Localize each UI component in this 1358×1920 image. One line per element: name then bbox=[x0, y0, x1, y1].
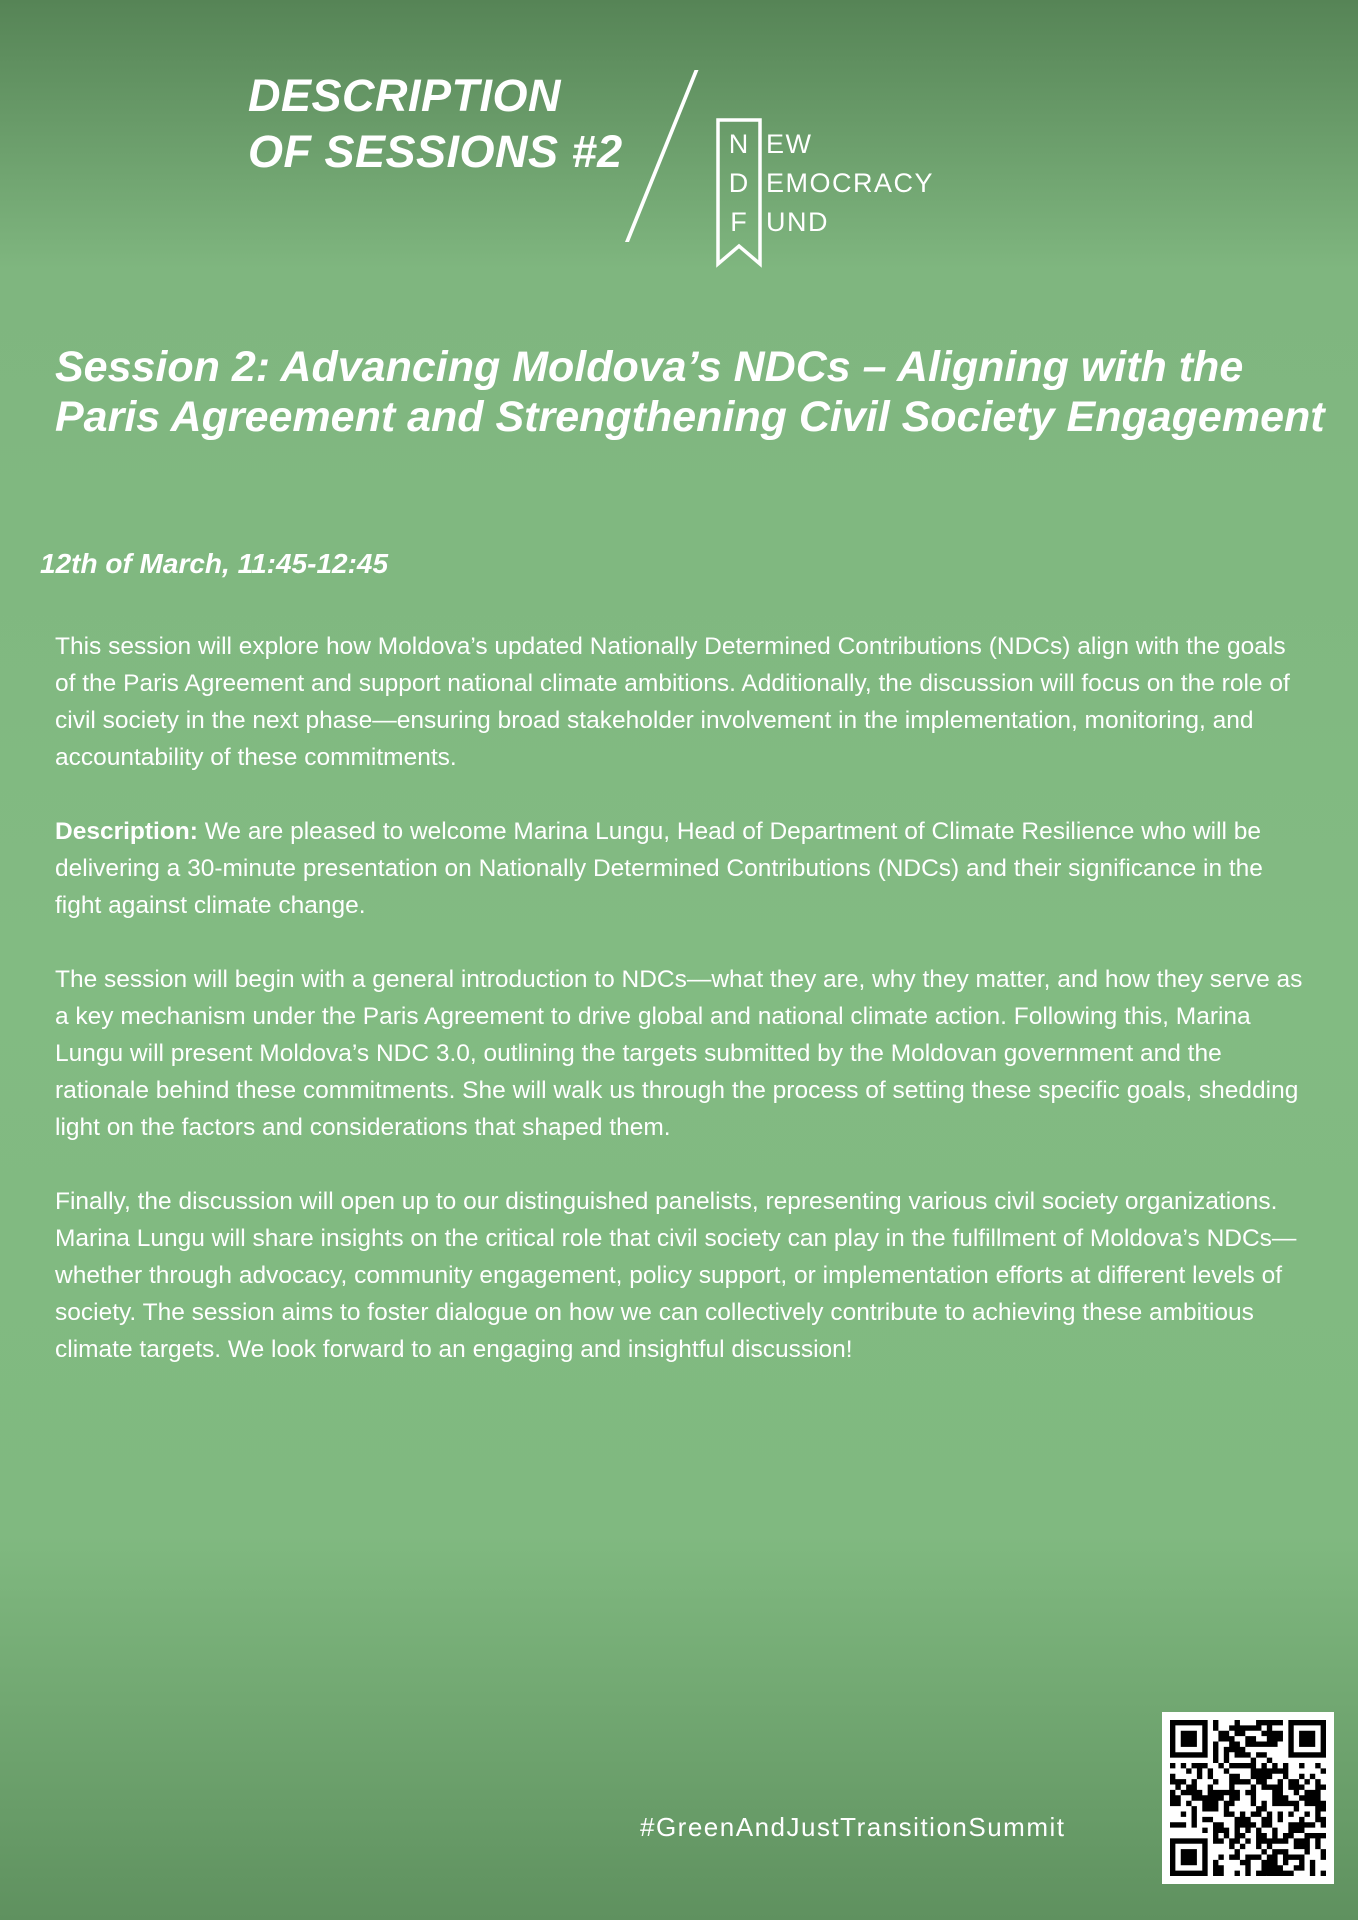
agenda-paragraph: The session will begin with a general introduction to NDCs—what they are, why they matter, and how they serve as a key mechanism under the Paris Agreement to drive global and national climate action. Following this, Marina Lungu will present Moldova’s NDC 3.0, outlining the targets submitted by the Moldovan government and the rationale behind these commitments. She will walk us through the process of setting these specific goals, shedding light on the factors and considerations that shaped them. bbox=[55, 966, 1303, 1141]
intro-paragraph: This session will explore how Moldova’s updated Nationally Determined Contributions (NDCs) align with the goals of the Paris Agreement and support national climate ambitions. Additionally, the discussion will focus on the role of civil society in the next phase—ensuring broad stakeholder involvement in the implementation, monitoring, and accountability of these commitments. bbox=[55, 633, 1290, 771]
session-date: 12th of March, 11:45-12:45 bbox=[40, 548, 389, 579]
ndf-logo bbox=[716, 118, 976, 268]
description-label: Description: bbox=[55, 818, 198, 845]
slash-divider bbox=[625, 70, 698, 242]
session-title: Session 2: Advancing Moldova’s NDCs – Aligning with the Paris Agreement and Strengthening Civil Society Engagement bbox=[55, 343, 1325, 441]
logo-word-und: UND bbox=[766, 207, 829, 237]
logo-word-emocracy: EMOCRACY bbox=[766, 168, 935, 198]
session-body bbox=[55, 628, 1305, 1405]
logo-letter-f: F bbox=[730, 207, 748, 237]
closing-paragraph: Finally, the discussion will open up to our distinguished panelists, representing various civil society organizations. Marina Lungu will share insights on the critical role that civil society can play in the fulfillment of Moldova’s NDCs—whether through advocacy, community engagement, policy support, or implementation efforts at different levels of society. The session aims to foster dialogue on how we can collectively contribute to achieving these ambitious climate targets. We look forward to an engaging and insightful discussion! bbox=[55, 1188, 1297, 1363]
header-title-line2: OF SESSIONS #2 bbox=[248, 126, 623, 177]
logo-letter-n: N bbox=[728, 129, 750, 159]
description-text: We are pleased to welcome Marina Lungu, Head of Department of Climate Resilience who will be delivering a 30-minute presentation on Nationally Determined Contributions (NDCs) and their significance in the fight against climate change. bbox=[55, 818, 1263, 919]
header-title bbox=[248, 68, 623, 180]
logo-word-ew: EW bbox=[766, 129, 813, 159]
logo-letter-d: D bbox=[728, 168, 750, 198]
qr-code[interactable] bbox=[1162, 1712, 1334, 1884]
qr-code-icon bbox=[1162, 1712, 1334, 1884]
description-paragraph bbox=[55, 813, 1305, 924]
header-title-line1: DESCRIPTION bbox=[248, 70, 562, 121]
event-hashtag: #GreenAndJustTransitionSummit bbox=[640, 1812, 1066, 1842]
